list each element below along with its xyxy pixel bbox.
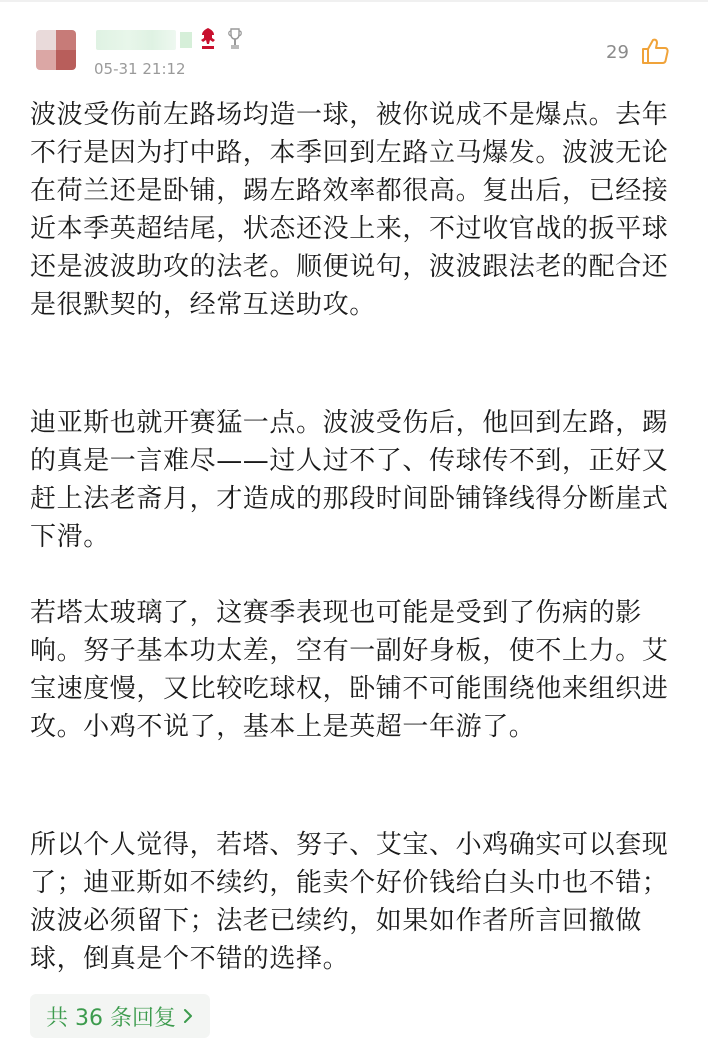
thumbs-up-icon[interactable] [640, 36, 670, 66]
replies-label: 共 36 条回复 [46, 1005, 176, 1031]
chevron-right-icon [182, 1007, 194, 1025]
comment-paragraph: 所以个人觉得，若塔、努子、艾宝、小鸡确实可以套现了；迪亚斯如不续约，能卖个好价钱给白头巾也不错；波波必须留下；法老已续约，如果如作者所言回撤做球，倒真是个不错的选择。 [30, 830, 669, 974]
comment-paragraph: 迪亚斯也就开赛猛一点。波波受伤后，他回到左路，踢的真是一言难尽——过人过不了、传球传不到，正好又赶上法老斋月，才造成的那段时间卧铺锋线得分断崖式下滑。 [30, 408, 669, 552]
comment-paragraph: 若塔太玻璃了，这赛季表现也可能是受到了伤病的影响。努子基本功太差，空有一副好身板，使不上力。艾宝速度慢，又比较吃球权，卧铺不可能围绕他来组织进攻。小鸡不说了，基本上是英超一年游了。 [30, 598, 669, 742]
comment-paragraph: 波波受伤前左路场均造一球，被你说成不是爆点。去年不行是因为打中路，本季回到左路立马爆发。波波无论在荷兰还是卧铺，踢左路效率都很高。复出后，已经接近本季英超结尾，状态还没上来，不过收官战的扳平球还是波波助攻的法老。顺便说句，波波跟法老的配合还是很默契的，经常互送助攻。 [30, 100, 669, 320]
comment-timestamp: 05-31 21:12 [94, 60, 186, 78]
trophy-icon [226, 26, 244, 52]
view-replies-button[interactable] [30, 994, 210, 1038]
like-count: 29 [606, 42, 629, 63]
avatar[interactable] [36, 30, 76, 70]
liverpool-badge-icon [198, 26, 218, 52]
username-blurred-tail [180, 32, 192, 48]
username-blurred[interactable] [96, 30, 176, 50]
comment-header [0, 0, 708, 90]
